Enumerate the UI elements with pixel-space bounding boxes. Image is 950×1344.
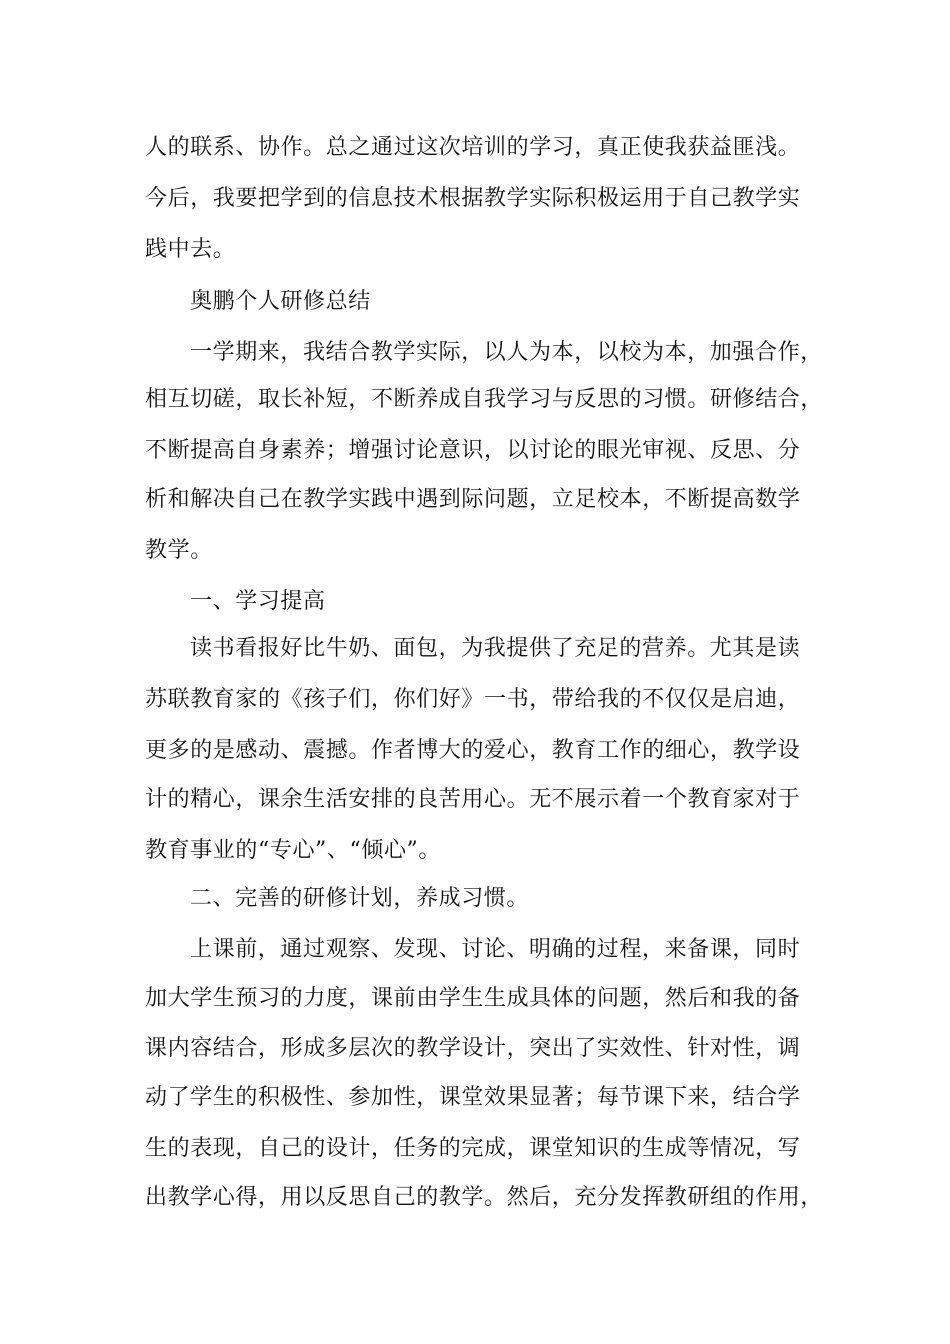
- text-line: 读书看报好比牛奶、面包，为我提供了充足的营养。尤其是读: [190, 636, 801, 661]
- text-line: 计的精心，课余生活安排的良苦用心。无不展示着一个教育家对于: [145, 787, 801, 812]
- text-line: 析和解决自己在教学实践中遇到际问题，立足校本，不断提高数学: [145, 487, 801, 512]
- text-line: 一学期来，我结合教学实际，以人为本，以校为本，加强合作，: [190, 340, 823, 365]
- text-line: 上课前，通过观察、发现、讨论、明确的过程，来备课，同时: [190, 937, 801, 962]
- text-line: 不断提高自身素养；增强讨论意识，以讨论的眼光审视、反思、分: [145, 438, 801, 463]
- text-line: 课内容结合，形成多层次的教学设计，突出了实效性、针对性，调: [145, 1036, 801, 1061]
- text-line: 相互切磋，取长补短，不断养成自我学习与反思的习惯。研修结合，: [145, 387, 824, 412]
- text-line: 今后，我要把学到的信息技术根据教学实际积极运用于自己教学实: [145, 186, 801, 211]
- text-line: 苏联教育家的《孩子们，你们好》一书，带给我的不仅仅是启迪，: [145, 687, 801, 712]
- text-line: 践中去。: [145, 237, 236, 262]
- text-line: 教学。: [145, 538, 213, 563]
- section-heading: 二、完善的研修计划，养成习惯。: [190, 886, 530, 911]
- text-line: 动了学生的积极性、参加性，课堂效果显著；每节课下来，结合学: [145, 1085, 801, 1110]
- text-line: 人的联系、协作。总之通过这次培训的学习，真正使我获益匪浅。: [145, 135, 801, 160]
- text-line: 生的表现，自己的设计，任务的完成，课堂知识的生成等情况，写: [145, 1136, 801, 1161]
- text-line: 加大学生预习的力度，课前由学生生成具体的问题，然后和我的备: [145, 986, 801, 1011]
- text-line: 更多的是感动、震撼。作者博大的爱心，教育工作的细心，教学设: [145, 738, 801, 763]
- section-heading: 一、学习提高: [190, 589, 326, 614]
- section-title: 奥鹏个人研修总结: [190, 289, 371, 314]
- text-line: 出教学心得，用以反思自己的教学。然后，充分发挥教研组的作用，: [145, 1185, 824, 1210]
- text-line: 教育事业的“专心”、“倾心”。: [145, 838, 441, 863]
